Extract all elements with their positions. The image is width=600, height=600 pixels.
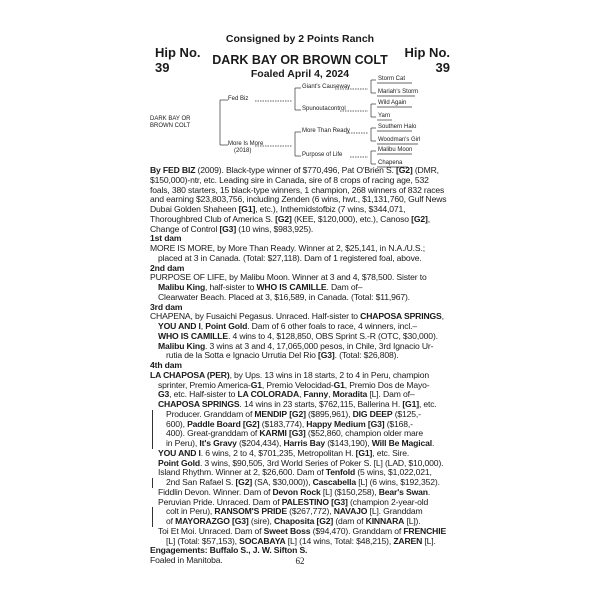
grade-badge: G1 <box>250 379 262 390</box>
pedigree-dam-sire: More Than Ready <box>302 128 350 134</box>
pedigree-sire-dam: Spunoutacontrol <box>302 106 346 112</box>
text: , etc. Half-sister to <box>169 389 238 400</box>
text: ($125,- <box>392 408 421 419</box>
text: of <box>166 516 176 526</box>
grade-badge: [G3] <box>232 516 249 526</box>
horse-name: WHO IS CAMILLE <box>256 282 327 292</box>
consignor-line: Consigned by 2 Points Ranch <box>225 33 375 45</box>
horse-name: Fanny <box>303 389 329 400</box>
text: ($267,772), <box>286 506 334 517</box>
pedigree-subject <box>150 116 190 130</box>
text: . Dam of 6 other foals to race, 4 winners, incl.– <box>247 321 418 331</box>
grade-badge: [G3] <box>367 418 385 429</box>
grade-badge: [G2] <box>275 213 292 224</box>
text: [L] (Total: $57,153), <box>166 535 240 546</box>
horse-name: Point Gold <box>205 321 248 331</box>
horse-name: Devon Rock <box>272 486 321 497</box>
horse-name: It's Gravy <box>199 438 237 448</box>
pedigree-gen3: Woodman's Girl <box>378 137 421 143</box>
horse-name: Moradita <box>332 389 368 400</box>
text: (dam of <box>333 516 366 526</box>
text: , <box>328 389 333 400</box>
text: , by Ups. 13 wins in 18 starts, 2 to 4 in Peru, champion <box>229 369 429 380</box>
horse-name: Will Be Magical <box>371 438 432 448</box>
text: (10 wins, $983,925). <box>236 223 314 234</box>
horse-name: RANSOM'S PRIDE <box>214 506 287 517</box>
text: ($52,860, champion older mare <box>305 428 423 439</box>
horse-name: KINNARA <box>365 516 405 526</box>
text: . 3 wins at 3 and 4, 17,065,000 pesos, in Chile, 3rd Ignacio Ur- <box>205 340 434 351</box>
text: in Peru), <box>166 438 200 448</box>
pedigree-dam: More Is More <box>228 141 264 147</box>
pedigree-bracket-lines <box>150 70 450 170</box>
text: Producer. Granddam of <box>166 408 255 419</box>
sire-paragraph <box>150 166 450 234</box>
horse-name: DIG DEEP <box>352 408 393 419</box>
horse-name: PALESTINO <box>281 496 329 507</box>
text: . 3 wins, $90,505, 3rd World Series of Poker S. [L] (LAD, $10,000). <box>199 457 444 468</box>
horse-name: SOCABAYA <box>239 535 286 546</box>
horse-name: KARMI <box>259 428 287 439</box>
grade-badge: [G1] <box>355 447 373 458</box>
text: (DMR, $150,000)-ntr, etc. Leading sire in Canada, sire of 8 crops of racing age, 532 foals, 380 starters, 15 black-type winners, 1 champion, 268 winners of 832 races and earning $23,803,756, including Zenden (6 wins, hwt., $1,131,760, Gulf News Dubai Golden Shaheen <box>150 165 447 214</box>
text: [L] (14 wins, Total: $48,215), <box>285 535 394 546</box>
text: Fiddlin Devon. Winner. Dam of <box>158 486 273 497</box>
horse-name: WHO IS CAMILLE <box>158 330 228 341</box>
text: rutia de la Sotta e Ignacio Urrutia Del Rio <box>166 350 318 361</box>
text: . Dam of– <box>326 282 363 292</box>
horse-name: Tenfold <box>325 467 356 478</box>
grade-badge: [G3] <box>318 350 335 361</box>
first-dam-line: placed at 3 in Canada. (Total: $27,118). Dam of 1 registered foal, above. <box>158 252 422 263</box>
text: , etc. Sire. <box>372 447 410 458</box>
second-dam-line: PURPOSE OF LIFE, by Malibu Moon. Winner at 3 and 4, $78,500. Sister to <box>150 272 427 283</box>
horse-name: YOU AND I <box>158 321 201 331</box>
text: [L] ($150,258), <box>320 486 379 497</box>
text: , etc.), Inthemidstofbiz (7 wins, $344,071, Thoroughbred Club of America S. <box>150 204 406 224</box>
horse-name: CHAPOSA SPRINGS <box>360 311 442 322</box>
grade-badge: [G2] <box>396 165 413 175</box>
horse-name: LA CHAPOSA (PER) <box>150 369 230 380</box>
horse-name: MAYORAZGO <box>175 516 230 526</box>
hip-number: 39 <box>435 60 450 75</box>
fourth-dam-descendants <box>152 410 450 449</box>
text: , Premio Dos de Mayo- <box>344 379 430 390</box>
horse-name: Happy Medium <box>306 418 366 429</box>
third-dam-heading: 3rd dam <box>150 301 183 312</box>
catalog-page-body <box>150 166 450 566</box>
text: , half-sister to <box>205 282 257 292</box>
fourth-dam-descendants <box>152 507 450 527</box>
hip-label: Hip No. <box>404 45 450 60</box>
grade-badge: [G3] <box>289 428 306 439</box>
horse-name: Point Gold <box>158 457 200 468</box>
text: (SA, $30,000)), <box>252 477 313 487</box>
text: , Change of Control <box>150 213 430 234</box>
text: . <box>432 438 435 448</box>
text: . (Total: $26,808). <box>334 350 399 361</box>
text: colt in Peru), <box>166 506 215 517</box>
text: ($94,470). Granddam of <box>310 525 404 536</box>
horse-name: Sweet Boss <box>263 525 311 536</box>
foaled-in-line: Foaled in Manitoba. <box>150 555 223 565</box>
text: ($895,961), <box>305 408 353 419</box>
text: Peruvian Pride. Unraced. Dam of <box>158 496 282 507</box>
grade-badge: G1 <box>333 379 345 390</box>
text: (2009). Black-type winner of $770,496, Pat O'Brien S. <box>195 165 397 175</box>
text: . <box>427 486 431 497</box>
pedigree-chart <box>150 70 450 170</box>
text: [L]. Granddam <box>367 506 423 517</box>
text: sprinter, Premio America- <box>158 379 251 390</box>
fourth-dam-heading: 4th dam <box>150 360 182 370</box>
grade-badge: [G2] <box>316 516 334 526</box>
pedigree-dam-year: (2018) <box>234 148 252 154</box>
hip-label: Hip No. <box>155 45 201 60</box>
hip-number: 39 <box>155 60 170 75</box>
horse-name: LA COLORADA <box>237 389 300 400</box>
horse-name: Malibu King <box>158 282 206 292</box>
grade-badge: [G1] <box>238 204 256 214</box>
text: [L] (6 wins, $192,352). <box>355 477 440 487</box>
horse-name: ZAREN <box>393 535 423 546</box>
text: [L]. Dam of– <box>367 389 415 400</box>
text: 600), <box>166 418 188 429</box>
text: (champion 2-year-old <box>347 496 429 507</box>
pedigree-gen3: Yarn <box>378 113 391 119</box>
text: Toi Et Moi. Unraced. Dam of <box>158 525 264 536</box>
third-dam-produce <box>150 351 450 361</box>
page-number: 62 <box>295 556 305 566</box>
text: ($168,- <box>384 418 413 429</box>
grade-badge: [G3] <box>331 496 348 507</box>
horse-name: Cascabella <box>312 477 356 487</box>
text: , <box>200 321 206 331</box>
text: ($183,774), <box>259 418 307 429</box>
pedigree-subject-line: BROWN COLT <box>150 123 191 129</box>
horse-name: Harris Bay <box>283 438 325 448</box>
text: (sire), <box>248 516 275 526</box>
first-dam-heading: 1st dam <box>150 233 182 244</box>
pedigree-gen3: Southern Halo <box>378 124 417 130</box>
text: . 4 wins to 4, $128,850, OBS Sprint S.-R (OTC, $30,000). <box>228 330 438 341</box>
text: 2nd San Rafael S. <box>166 477 236 487</box>
text: . 14 wins in 23 starts, $762,115, Ballerina H. <box>239 399 403 409</box>
pedigree-gen3: Storm Cat <box>378 76 406 82</box>
text: Island Rhythm. Winner at 2, $26,600. Dam of <box>158 467 326 478</box>
grade-badge: [G2] <box>242 418 260 429</box>
text: 400). Great-granddam of <box>166 428 260 439</box>
horse-name: Chaposita <box>274 516 315 526</box>
engagements-line: Engagements: Buffalo S., J. W. Sifton S. <box>150 545 308 556</box>
grade-badge: [G2] <box>411 213 428 224</box>
second-dam-produce: Clearwater Beach. Placed at 3, $16,589, in Canada. (Total: $11,967). <box>158 291 410 302</box>
horse-name: FRENCHIE <box>403 525 447 536</box>
horse-name: Malibu King <box>158 340 206 351</box>
pedigree-dam-dam: Purpose of Life <box>302 152 343 158</box>
pedigree-sire-sire: Giant's Causeway <box>302 84 351 90</box>
horse-name: Bear's Swan <box>378 486 428 497</box>
grade-badge: [G3] <box>219 223 237 234</box>
grade-badge: G3 <box>158 389 170 400</box>
text: CHAPENA, by Fusaichi Pegasus. Unraced. Half-sister to <box>150 311 361 322</box>
pedigree-gen3: Malibu Moon <box>378 147 413 153</box>
text: , <box>441 311 444 322</box>
foaling-date: Foaled April 4, 2024 <box>250 68 350 80</box>
horse-name: MENDIP <box>254 408 287 419</box>
pedigree-subject-line: DARK BAY OR <box>150 116 191 122</box>
text: . 6 wins, 2 to 4, $701,235, Metropolitan H. <box>200 447 356 458</box>
text: [L]. <box>422 535 436 546</box>
grade-badge: [G2] <box>235 477 253 487</box>
horse-name: CHAPOSA SPRINGS <box>158 399 240 409</box>
horse-name: Paddle Board <box>187 418 241 429</box>
grade-badge: [G2] <box>289 408 306 419</box>
horse-name: YOU AND I <box>158 447 201 458</box>
pedigree-gen3: Mariah's Storm <box>378 89 419 95</box>
second-dam-heading: 2nd dam <box>150 262 185 273</box>
text: [L]). <box>404 516 421 526</box>
text: ($143,190), <box>324 438 372 448</box>
text: (KEE, $120,000), etc.), Canoso <box>291 213 412 224</box>
sire-lead: By FED BIZ <box>150 165 196 175</box>
text: , Premio Velocidad- <box>261 379 334 390</box>
text: ($204,434), <box>236 438 284 448</box>
first-dam-line: MORE IS MORE, by More Than Ready. Winner at 2, $25,141, in N.A./U.S.; <box>150 243 425 253</box>
pedigree-gen3: Wild Again <box>378 100 407 106</box>
text: (5 wins, $1,022,021, <box>355 467 432 478</box>
pedigree-sire: Fed Biz <box>228 96 249 102</box>
color-sex-heading: DARK BAY OR BROWN COLT <box>212 53 388 67</box>
horse-name: NAVAJO <box>333 506 368 517</box>
text: , etc. <box>418 399 437 409</box>
text: , <box>299 389 304 400</box>
pedigree-gen3: Chapena <box>378 160 403 166</box>
grade-badge: [G1] <box>402 399 419 409</box>
